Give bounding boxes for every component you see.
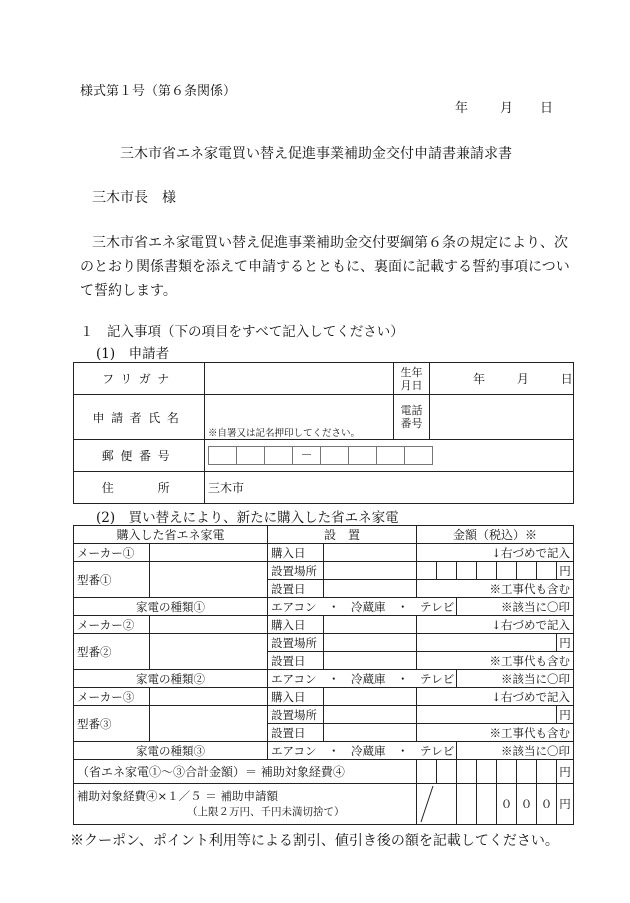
birth-label xyxy=(394,363,430,395)
kind-label-3: 家電の種類③ xyxy=(74,742,268,760)
phone-label-line2: 番号 xyxy=(400,417,423,430)
purchase-date-label-2: 購入日 xyxy=(268,616,324,634)
work-cost-note-3: ※工事代も含む xyxy=(417,724,574,742)
right-align-note-3: ↓右づめで記入 xyxy=(417,688,574,706)
name-field[interactable] xyxy=(205,395,394,440)
birth-label-line2: 月日 xyxy=(400,378,423,392)
date-day-label: 日 xyxy=(540,101,554,116)
date-year-label: 年 xyxy=(455,101,469,116)
circle-note-2: ※該当に〇印 xyxy=(457,670,574,688)
maker-field-1[interactable] xyxy=(150,544,268,562)
install-date-label-3: 設置日 xyxy=(268,724,324,742)
yen-label-3: 円 xyxy=(557,706,574,724)
col-install-header: 設 置 xyxy=(268,526,417,544)
postal-digit-box[interactable] xyxy=(348,446,377,465)
install-date-label-1: 設置日 xyxy=(268,580,324,598)
applicant-subheading: (1) 申請者 xyxy=(96,346,170,362)
col-appliance-header: 購入した省エネ家電 xyxy=(74,526,268,544)
circle-note-1: ※該当に〇印 xyxy=(457,598,574,616)
birth-day-label: 日 xyxy=(560,372,573,386)
address-label: 住 所 xyxy=(74,472,205,504)
subsidy-label-line2: （上限２万円、千円未満切捨て） xyxy=(187,805,345,818)
subsidy-slash-cell xyxy=(417,784,457,825)
birth-label-line1: 生年 xyxy=(400,365,423,379)
furigana-field[interactable] xyxy=(205,363,394,395)
model-field-3[interactable] xyxy=(150,706,268,742)
amount-digit-1[interactable] xyxy=(477,562,497,580)
postal-digit-box[interactable] xyxy=(236,446,265,465)
postal-dash: － xyxy=(292,446,321,465)
model-label-1: 型番① xyxy=(74,562,150,598)
install-date-field-2[interactable] xyxy=(324,652,417,670)
intro-line-1: 三木市省エネ家電買い替え促進事業補助金交付要綱第６条の規定により、次 xyxy=(92,235,568,251)
yen-label-2: 円 xyxy=(557,634,574,652)
model-field-2[interactable] xyxy=(150,634,268,670)
install-place-field-2[interactable] xyxy=(324,634,417,652)
amount-digit-1[interactable] xyxy=(417,562,437,580)
install-date-field-1[interactable] xyxy=(324,580,417,598)
circle-note-3: ※該当に〇印 xyxy=(457,742,574,760)
total-digit[interactable] xyxy=(517,760,537,784)
postal-digit-box[interactable] xyxy=(264,446,293,465)
intro-line-2: のとおり関係書類を添えて申請するとともに、裏面に記載する誓約事項につい xyxy=(80,259,570,275)
amount-digit-1[interactable] xyxy=(517,562,537,580)
total-digit[interactable] xyxy=(437,760,457,784)
right-align-note-2: ↓右づめで記入 xyxy=(417,616,574,634)
subsidy-label xyxy=(74,784,417,825)
postal-digit-box[interactable] xyxy=(376,446,405,465)
purchase-date-field-1[interactable] xyxy=(324,544,417,562)
postal-field[interactable] xyxy=(205,440,574,472)
kind-label-1: 家電の種類① xyxy=(74,598,268,616)
section1-heading: １ 記入事項（下の項目をすべて記入してください） xyxy=(80,324,404,340)
install-place-field-1[interactable] xyxy=(324,562,417,580)
purchase-date-field-3[interactable] xyxy=(324,688,417,706)
total-yen-label: 円 xyxy=(557,760,574,784)
postal-label: 郵便番号 xyxy=(74,440,205,472)
purchase-date-label-1: 購入日 xyxy=(268,544,324,562)
total-digit[interactable] xyxy=(457,760,477,784)
total-digit[interactable] xyxy=(497,760,517,784)
yen-label-1: 円 xyxy=(557,562,574,580)
subsidy-zero-1: ０ xyxy=(497,784,517,825)
document-title: 三木市省エネ家電買い替え促進事業補助金交付申請書兼請求書 xyxy=(120,146,512,162)
kind-label-2: 家電の種類② xyxy=(74,670,268,688)
postal-digit-box[interactable] xyxy=(404,446,433,465)
purchase-date-label-3: 購入日 xyxy=(268,688,324,706)
subsidy-digit[interactable] xyxy=(457,784,477,825)
col-amount-header: 金額（税込）※ xyxy=(417,526,574,544)
address-field[interactable] xyxy=(205,472,574,504)
total-digit[interactable] xyxy=(417,760,437,784)
postal-digit-box[interactable] xyxy=(320,446,349,465)
maker-field-2[interactable] xyxy=(150,616,268,634)
furigana-label: フリガナ xyxy=(74,363,205,395)
subsidy-zero-3: ０ xyxy=(537,784,557,825)
subsidy-zero-2: ０ xyxy=(517,784,537,825)
maker-label-1: メーカー① xyxy=(74,544,150,562)
install-place-label-2: 設置場所 xyxy=(268,634,324,652)
work-cost-note-2: ※工事代も含む xyxy=(417,652,574,670)
kind-options-3[interactable]: エアコン ・ 冷蔵庫 ・ テレビ xyxy=(268,742,457,760)
phone-field[interactable] xyxy=(430,395,574,440)
birth-month-label: 月 xyxy=(516,372,529,386)
date-month-label: 月 xyxy=(500,101,514,116)
install-date-label-2: 設置日 xyxy=(268,652,324,670)
address-value: 三木市 xyxy=(208,481,245,495)
subsidy-yen-label: 円 xyxy=(557,784,574,825)
amount-digit-1[interactable] xyxy=(537,562,557,580)
install-place-field-3[interactable] xyxy=(324,706,417,724)
maker-label-3: メーカー③ xyxy=(74,688,150,706)
form-number: 様式第１号（第６条関係） xyxy=(80,84,237,99)
birth-date-field[interactable] xyxy=(430,363,574,395)
purchase-date-field-2[interactable] xyxy=(324,616,417,634)
name-note: ※自署又は記名押印してください。 xyxy=(208,428,361,439)
name-label: 申請者氏名 xyxy=(74,395,205,440)
slash-mark xyxy=(417,784,457,824)
appliance-table xyxy=(73,525,574,825)
total-digit[interactable] xyxy=(537,760,557,784)
amount-field-2[interactable] xyxy=(417,634,557,652)
amount-field-3[interactable] xyxy=(417,706,557,724)
work-cost-note-1: ※工事代も含む xyxy=(417,580,574,598)
maker-label-2: メーカー② xyxy=(74,616,150,634)
model-field-1[interactable] xyxy=(150,562,268,598)
install-date-field-3[interactable] xyxy=(324,724,417,742)
maker-field-3[interactable] xyxy=(150,688,268,706)
addressee: 三木市長 様 xyxy=(92,190,176,206)
appliance-subheading: (2) 買い替えにより、新たに購入した省エネ家電 xyxy=(96,510,399,526)
phone-label-line1: 電話 xyxy=(400,404,423,417)
amount-digit-1[interactable] xyxy=(457,562,477,580)
right-align-note-1: ↓右づめで記入 xyxy=(417,544,574,562)
kind-options-1[interactable]: エアコン ・ 冷蔵庫 ・ テレビ xyxy=(268,598,457,616)
model-label-3: 型番③ xyxy=(74,706,150,742)
phone-label xyxy=(394,395,430,440)
install-place-label-1: 設置場所 xyxy=(268,562,324,580)
applicant-table xyxy=(73,362,574,504)
kind-options-2[interactable]: エアコン ・ 冷蔵庫 ・ テレビ xyxy=(268,670,457,688)
subsidy-digit[interactable] xyxy=(477,784,497,825)
birth-year-label: 年 xyxy=(473,372,486,386)
amount-digit-1[interactable] xyxy=(437,562,457,580)
install-place-label-3: 設置場所 xyxy=(268,706,324,724)
total-digit[interactable] xyxy=(477,760,497,784)
footnote: ※クーポン、ポイント利用等による割引、値引き後の額を記載してください。 xyxy=(70,833,559,849)
model-label-2: 型番② xyxy=(74,634,150,670)
amount-digit-1[interactable] xyxy=(497,562,517,580)
subsidy-label-line1: 補助対象経費④×１／５ ＝ 補助申請額 xyxy=(77,788,278,803)
total-label: （省エネ家電①～③合計金額）＝ 補助対象経費④ xyxy=(74,760,417,784)
postal-digit-box[interactable] xyxy=(208,446,237,465)
intro-line-3: て誓約します。 xyxy=(80,283,177,299)
